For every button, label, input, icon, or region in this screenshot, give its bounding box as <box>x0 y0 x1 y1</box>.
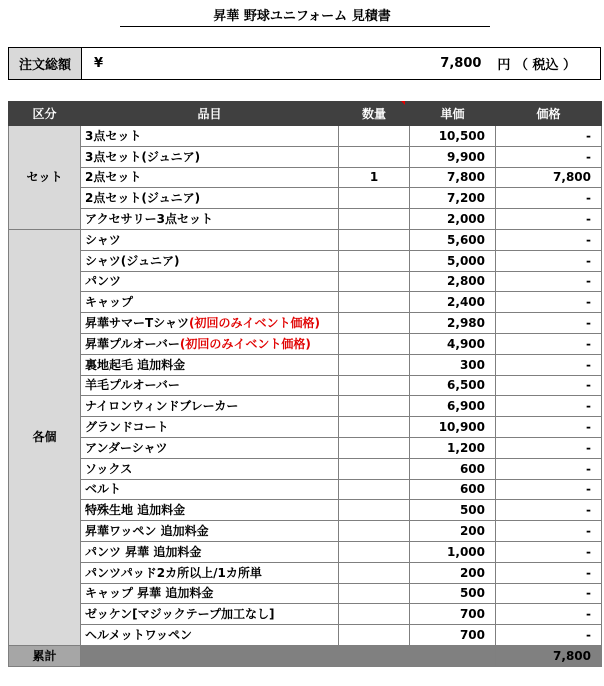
price-cell: - <box>496 417 602 438</box>
unit-price-cell: 9,900 <box>410 146 496 167</box>
price-cell: - <box>496 313 602 334</box>
table-row <box>9 458 602 479</box>
unit-price-cell: 700 <box>410 604 496 625</box>
quantity-cell[interactable] <box>339 479 410 500</box>
table-row <box>9 437 602 458</box>
item-cell <box>81 250 339 271</box>
item-cell <box>81 417 339 438</box>
order-total-unit: 円 （ 税込 ） <box>497 58 576 73</box>
quantity-cell[interactable] <box>339 625 410 646</box>
unit-price-cell: 10,500 <box>410 126 496 147</box>
item-name: ベルト <box>85 482 122 497</box>
currency-symbol: ¥ <box>94 56 104 71</box>
item-cell <box>81 479 339 500</box>
unit-price-cell: 6,900 <box>410 396 496 417</box>
table-row <box>9 146 602 167</box>
table-row <box>9 229 602 250</box>
item-cell <box>81 146 339 167</box>
summary-spacer <box>81 645 496 666</box>
quantity-cell[interactable] <box>339 541 410 562</box>
table-header-row <box>9 102 602 126</box>
quantity-cell[interactable] <box>339 604 410 625</box>
estimate-table <box>8 101 602 667</box>
price-cell: - <box>496 562 602 583</box>
quantity-cell[interactable] <box>339 209 410 230</box>
quantity-cell[interactable] <box>339 375 410 396</box>
unit-price-cell: 300 <box>410 354 496 375</box>
table-body <box>9 126 602 667</box>
quantity-cell[interactable] <box>339 417 410 438</box>
quantity-cell[interactable] <box>339 521 410 542</box>
price-cell: - <box>496 250 602 271</box>
quantity-cell[interactable] <box>339 126 410 147</box>
table-row <box>9 333 602 354</box>
table-row <box>9 126 602 147</box>
table-row <box>9 625 602 646</box>
unit-price-cell: 500 <box>410 583 496 604</box>
quantity-cell[interactable] <box>339 292 410 313</box>
quantity-cell[interactable] <box>339 313 410 334</box>
price-cell: - <box>496 625 602 646</box>
price-cell: - <box>496 354 602 375</box>
table-row <box>9 541 602 562</box>
item-cell <box>81 209 339 230</box>
item-cell <box>81 375 339 396</box>
table-row <box>9 167 602 188</box>
header-price: 価格 <box>496 102 602 126</box>
quantity-cell[interactable] <box>339 146 410 167</box>
item-name: パンツ 昇華 追加料金 <box>85 544 202 559</box>
table-row <box>9 188 602 209</box>
table-row <box>9 271 602 292</box>
quantity-cell[interactable] <box>339 437 410 458</box>
item-name: ヘルメットワッペン <box>85 628 193 643</box>
item-name: シャツ(ジュニア) <box>85 253 180 268</box>
item-name: グランドコート <box>85 420 169 435</box>
item-name: パンツ <box>85 274 122 289</box>
table-row <box>9 583 602 604</box>
item-cell <box>81 583 339 604</box>
table-row <box>9 500 602 521</box>
header-quantity: 数量 <box>339 102 410 126</box>
item-cell <box>81 625 339 646</box>
item-cell <box>81 396 339 417</box>
unit-price-cell: 200 <box>410 562 496 583</box>
header-unit-price: 単価 <box>410 102 496 126</box>
unit-price-cell: 1,000 <box>410 541 496 562</box>
unit-price-cell: 600 <box>410 479 496 500</box>
table-row <box>9 604 602 625</box>
item-name: ナイロンウィンドブレーカー <box>85 399 239 414</box>
item-name: キャップ <box>85 295 134 310</box>
price-cell: - <box>496 458 602 479</box>
unit-price-cell: 6,500 <box>410 375 496 396</box>
item-cell <box>81 604 339 625</box>
item-name: 2点セット <box>85 170 142 185</box>
quantity-cell[interactable] <box>339 333 410 354</box>
quantity-cell[interactable] <box>339 271 410 292</box>
item-name: 裏地起毛 追加料金 <box>85 357 186 372</box>
order-total-amount-wrap <box>142 48 600 79</box>
item-name: 2点セット(ジュニア) <box>85 191 201 206</box>
item-cell <box>81 562 339 583</box>
item-cell <box>81 271 339 292</box>
item-cell <box>81 437 339 458</box>
unit-price-cell: 2,000 <box>410 209 496 230</box>
item-name: アクセサリー3点セット <box>85 212 213 227</box>
table-row <box>9 250 602 271</box>
price-cell: - <box>496 146 602 167</box>
item-cell <box>81 500 339 521</box>
quantity-cell[interactable] <box>339 562 410 583</box>
category-cell: セット <box>9 126 81 230</box>
table-row <box>9 292 602 313</box>
unit-price-cell: 200 <box>410 521 496 542</box>
summary-label: 累計 <box>9 645 81 666</box>
quantity-cell[interactable] <box>339 250 410 271</box>
unit-price-cell: 4,900 <box>410 333 496 354</box>
header-category: 区分 <box>9 102 81 126</box>
item-name: ゼッケン[マジックテープ加工なし] <box>85 607 275 622</box>
item-name: アンダーシャツ <box>85 440 168 455</box>
item-cell <box>81 126 339 147</box>
item-cell <box>81 354 339 375</box>
item-cell <box>81 458 339 479</box>
price-cell: - <box>496 229 602 250</box>
unit-price-cell: 2,800 <box>410 271 496 292</box>
quantity-cell[interactable]: 1 <box>339 167 410 188</box>
unit-price-cell: 5,600 <box>410 229 496 250</box>
quantity-cell[interactable] <box>339 583 410 604</box>
item-cell <box>81 167 339 188</box>
table-row <box>9 521 602 542</box>
price-cell: - <box>496 333 602 354</box>
price-cell: - <box>496 437 602 458</box>
item-name: 特殊生地 追加料金 <box>85 503 186 518</box>
unit-price-cell: 2,400 <box>410 292 496 313</box>
item-name: 3点セット(ジュニア) <box>85 149 201 164</box>
comment-marker-icon <box>401 101 405 105</box>
price-cell: - <box>496 271 602 292</box>
unit-price-cell: 7,200 <box>410 188 496 209</box>
item-cell <box>81 229 339 250</box>
unit-price-cell: 7,800 <box>410 167 496 188</box>
item-name: ソックス <box>85 461 133 476</box>
summary-row <box>9 645 602 666</box>
title-underline <box>120 26 490 27</box>
item-note: (初回のみイベント価格) <box>179 336 311 351</box>
item-name: キャップ 昇華 追加料金 <box>85 586 214 601</box>
quantity-cell[interactable] <box>339 229 410 250</box>
quantity-cell[interactable] <box>339 458 410 479</box>
price-cell: - <box>496 541 602 562</box>
unit-price-cell: 5,000 <box>410 250 496 271</box>
table-row <box>9 562 602 583</box>
table-row <box>9 209 602 230</box>
item-cell <box>81 292 339 313</box>
table-row <box>9 313 602 334</box>
item-name: 昇華ワッペン 追加料金 <box>85 524 209 539</box>
header-item: 品目 <box>81 102 339 126</box>
price-cell: - <box>496 292 602 313</box>
unit-price-cell: 2,980 <box>410 313 496 334</box>
item-name: 羊毛プルオーバー <box>85 378 180 393</box>
price-cell: - <box>496 375 602 396</box>
table-row <box>9 479 602 500</box>
category-cell: 各個 <box>9 229 81 645</box>
unit-price-cell: 10,900 <box>410 417 496 438</box>
order-total-amount: 7,800 <box>440 56 482 71</box>
item-name: 昇華プルオーバー <box>85 336 180 351</box>
price-cell: - <box>496 479 602 500</box>
item-name: 3点セット <box>85 128 142 143</box>
price-cell: - <box>496 583 602 604</box>
unit-price-cell: 600 <box>410 458 496 479</box>
table-row <box>9 396 602 417</box>
price-cell: 7,800 <box>496 167 602 188</box>
summary-price: 7,800 <box>496 645 602 666</box>
item-cell <box>81 521 339 542</box>
unit-price-cell: 1,200 <box>410 437 496 458</box>
page-title: 昇華 野球ユニフォーム 見積書 <box>213 9 391 24</box>
item-name: シャツ <box>85 232 121 247</box>
item-cell <box>81 333 339 354</box>
item-cell <box>81 541 339 562</box>
quantity-cell[interactable] <box>339 354 410 375</box>
unit-price-cell: 500 <box>410 500 496 521</box>
quantity-cell[interactable] <box>339 500 410 521</box>
item-name: 昇華サマーTシャツ <box>85 316 189 331</box>
price-cell: - <box>496 188 602 209</box>
item-cell <box>81 313 339 334</box>
item-cell <box>81 188 339 209</box>
price-cell: - <box>496 521 602 542</box>
item-note: (初回のみイベント価格) <box>188 316 320 331</box>
price-cell: - <box>496 126 602 147</box>
table-row <box>9 375 602 396</box>
price-cell: - <box>496 209 602 230</box>
price-cell: - <box>496 604 602 625</box>
price-cell: - <box>496 396 602 417</box>
quantity-cell[interactable] <box>339 188 410 209</box>
order-total-label: 注文総額 <box>9 48 82 79</box>
table-row <box>9 354 602 375</box>
unit-price-cell: 700 <box>410 625 496 646</box>
table-row <box>9 417 602 438</box>
quantity-cell[interactable] <box>339 396 410 417</box>
item-name: パンツパッド2カ所以上/1カ所単 <box>85 565 262 580</box>
price-cell: - <box>496 500 602 521</box>
order-total-box <box>8 47 601 80</box>
